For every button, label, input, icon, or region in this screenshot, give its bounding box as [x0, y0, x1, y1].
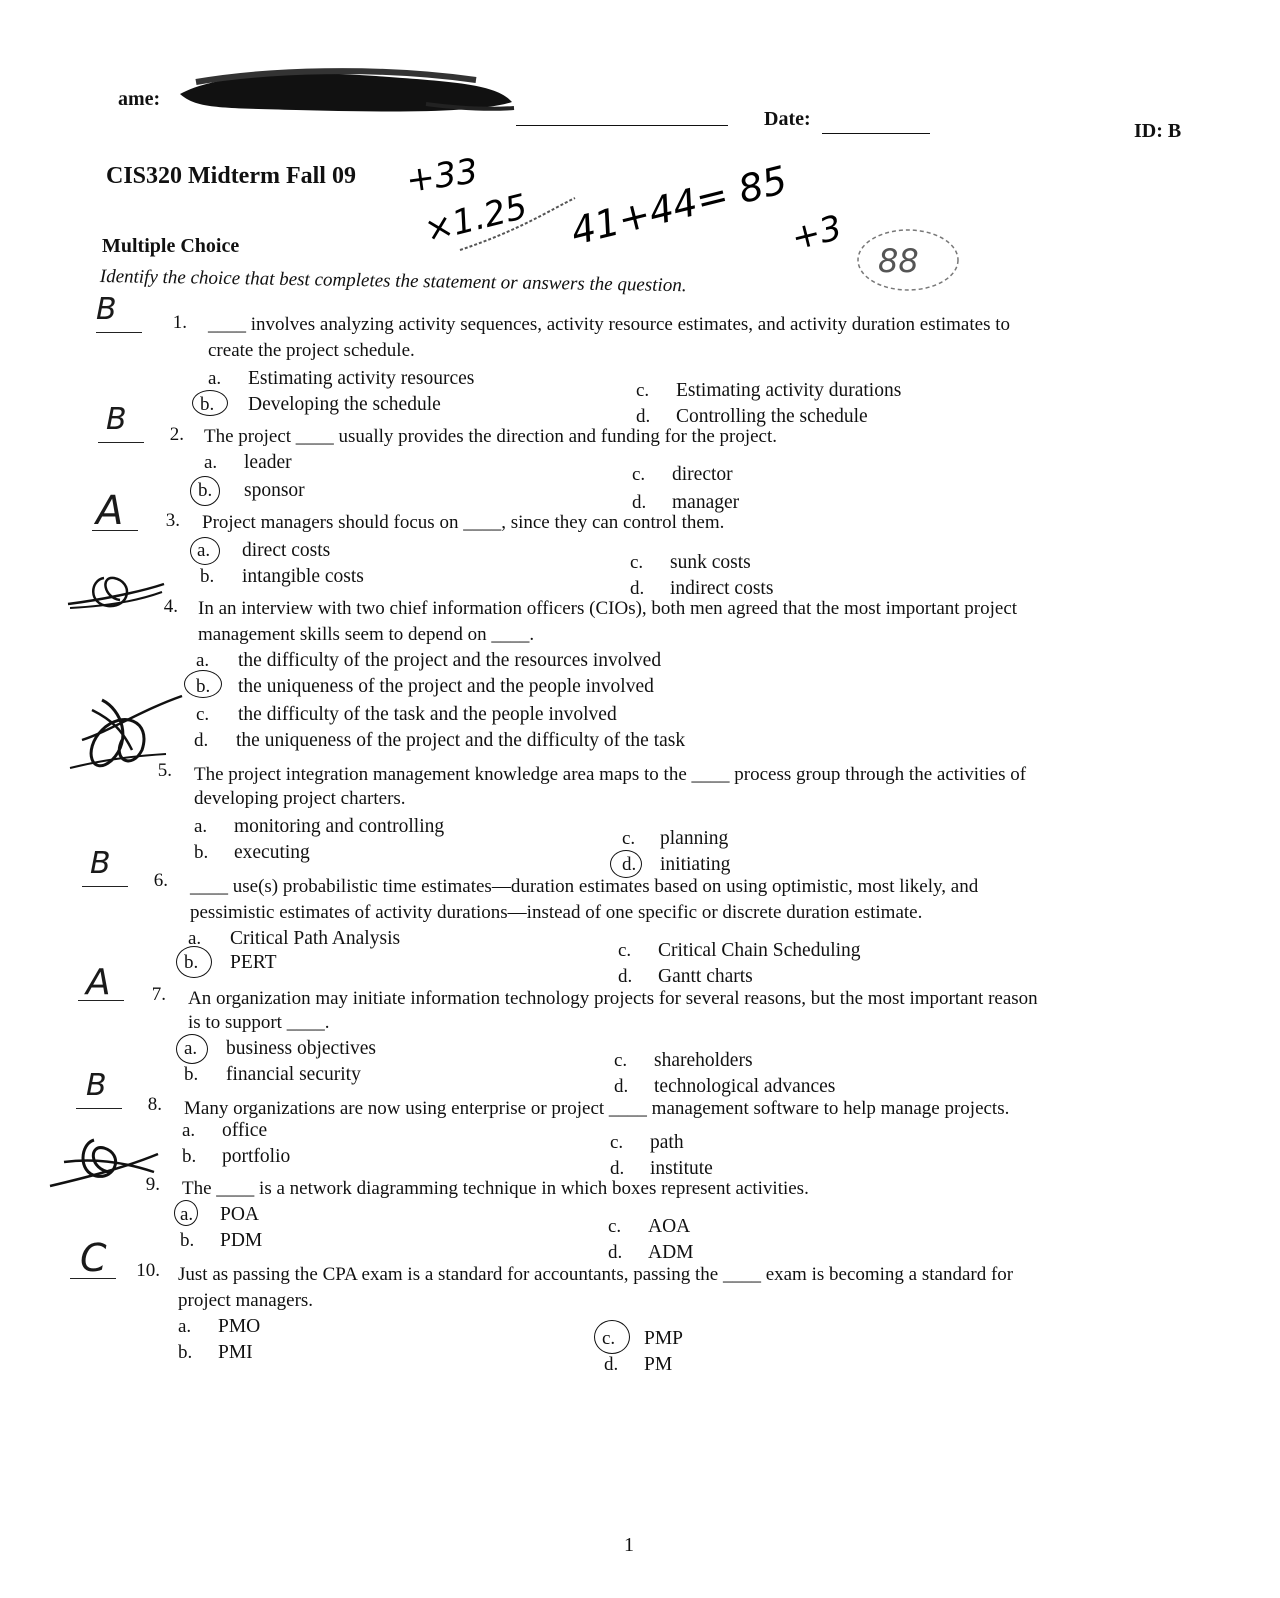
answer-line [78, 1000, 124, 1001]
question-text: The project integration management knowledge area maps to the ____ process group through the activities of [194, 764, 1027, 785]
option-letter: d. [608, 1242, 623, 1263]
question-text: management skills seem to depend on ____. [198, 624, 535, 645]
option-letter: a. [184, 1038, 198, 1059]
score-annotations [400, 150, 1000, 320]
answer-mark-1: B [96, 292, 117, 327]
selected-circle [192, 390, 228, 416]
question-number: 8. [147, 1094, 162, 1115]
answer-line [92, 530, 138, 531]
option-letter: a. [180, 1204, 194, 1225]
answer-mark-10: C [80, 1236, 107, 1280]
option-b: executing [234, 842, 310, 863]
option-letter: a. [204, 452, 218, 473]
option-c: AOA [648, 1216, 691, 1237]
option-letter: a. [196, 650, 210, 671]
question-text: Just as passing the CPA exam is a standard for accountants, passing the ____ exam is becoming a standard for [178, 1264, 1014, 1285]
question-number: 5. [157, 760, 172, 781]
instructions: Identify the choice that best completes the statement or answers the question. [99, 266, 687, 297]
selected-circle [176, 1034, 208, 1064]
option-b: Developing the schedule [248, 394, 441, 415]
question-number: 9. [145, 1174, 160, 1195]
option-c: planning [660, 828, 729, 849]
name-underline [516, 125, 728, 126]
question-text: create the project schedule. [208, 340, 415, 361]
selected-circle [176, 946, 212, 978]
option-b: the uniqueness of the project and the people involved [238, 676, 654, 697]
question-text: developing project charters. [194, 788, 406, 809]
selected-circle [190, 476, 220, 506]
option-d: technological advances [654, 1076, 836, 1097]
option-letter: b. [178, 1342, 193, 1363]
option-letter: a. [197, 540, 211, 561]
option-a: POA [220, 1204, 260, 1225]
question-text: pessimistic estimates of activity durations—instead of one specific or discrete duration estimate. [190, 902, 923, 923]
option-letter: d. [630, 578, 645, 599]
page-number: 1 [624, 1534, 634, 1556]
option-letter: c. [196, 704, 210, 725]
question-number: 3. [165, 510, 180, 531]
option-letter: c. [610, 1132, 624, 1153]
option-a: PMO [218, 1316, 261, 1337]
scribbled-mark [62, 690, 202, 780]
option-a: Critical Path Analysis [230, 928, 401, 949]
option-letter: c. [632, 464, 646, 485]
option-c: the difficulty of the task and the people involved [238, 704, 617, 725]
question-number: 7. [151, 984, 166, 1005]
option-d: PM [644, 1354, 673, 1375]
selected-circle [190, 537, 220, 565]
score-sum: 41+44= 85 [566, 157, 792, 254]
option-letter: b. [200, 566, 215, 587]
option-b: sponsor [244, 480, 305, 501]
option-letter: b. [180, 1230, 195, 1251]
option-d: institute [650, 1158, 713, 1179]
option-letter: a. [178, 1316, 192, 1337]
option-a: office [222, 1120, 268, 1141]
date-label: Date: [764, 108, 811, 130]
option-letter: c. [618, 940, 632, 961]
option-c: shareholders [654, 1050, 753, 1071]
option-letter: c. [608, 1216, 622, 1237]
exam-title: CIS320 Midterm Fall 09 [106, 163, 356, 189]
date-underline [822, 133, 930, 134]
option-letter: b. [184, 952, 199, 973]
option-letter: c. [630, 552, 644, 573]
option-letter: b. [198, 480, 213, 501]
score-total: 88 [878, 242, 919, 280]
option-a: monitoring and controlling [234, 816, 445, 837]
answer-line [96, 332, 142, 333]
option-a: Estimating activity resources [248, 368, 475, 389]
section-heading: Multiple Choice [102, 235, 240, 257]
option-d: initiating [660, 854, 731, 875]
option-c: PMP [644, 1328, 684, 1349]
option-letter: d. [610, 1158, 625, 1179]
selected-circle [594, 1320, 630, 1354]
option-c: path [650, 1132, 684, 1153]
question-number: 6. [153, 870, 168, 891]
question-text: Many organizations are now using enterprise or project ____ management software to help manage projects. [184, 1098, 1010, 1119]
option-d: the uniqueness of the project and the difficulty of the task [236, 730, 686, 751]
option-letter: b. [182, 1146, 197, 1167]
option-d: Gantt charts [658, 966, 753, 987]
option-letter: d. [194, 730, 209, 751]
option-d: ADM [648, 1242, 694, 1263]
question-text: The project ____ usually provides the direction and funding for the project. [204, 426, 778, 447]
option-a: leader [244, 452, 292, 473]
question-number: 2. [169, 424, 184, 445]
question-text: An organization may initiate information technology projects for several reasons, but the most important reason [188, 988, 1038, 1009]
option-letter: d. [604, 1354, 619, 1375]
question-text: ____ involves analyzing activity sequences, activity resource estimates, and activity duration estimates to [208, 314, 1010, 335]
answer-mark-6: B [90, 846, 111, 881]
option-letter: b. [194, 842, 209, 863]
option-letter: a. [188, 928, 202, 949]
answer-line [98, 442, 144, 443]
selected-circle [174, 1200, 198, 1226]
option-letter: d. [622, 854, 637, 875]
score-times-125: ×1.25 [420, 186, 532, 251]
option-d: indirect costs [670, 578, 774, 599]
answer-mark-8: B [86, 1068, 107, 1103]
option-letter: c. [602, 1328, 616, 1349]
option-c: Estimating activity durations [676, 380, 902, 401]
option-letter: d. [632, 492, 647, 513]
answer-line [82, 886, 128, 887]
option-c: sunk costs [670, 552, 751, 573]
score-plus-33: +33 [403, 151, 481, 201]
option-letter: b. [200, 394, 215, 415]
name-label: ame: [118, 88, 161, 110]
option-c: Critical Chain Scheduling [658, 940, 861, 961]
option-letter: c. [636, 380, 650, 401]
answer-mark-7: A [86, 962, 111, 1003]
option-a: direct costs [242, 540, 331, 561]
exam-id: ID: B [1134, 120, 1182, 142]
score-plus-3: +3 [787, 207, 846, 259]
option-letter: a. [194, 816, 208, 837]
option-b: PERT [230, 952, 277, 973]
option-d: Controlling the schedule [676, 406, 868, 427]
option-b: portfolio [222, 1146, 291, 1167]
option-c: director [672, 464, 733, 485]
answer-mark-3: A [96, 488, 124, 534]
option-d: manager [672, 492, 740, 513]
question-text: is to support ____. [188, 1012, 330, 1033]
selected-circle [610, 850, 642, 878]
name-redaction [176, 64, 516, 116]
option-letter: b. [184, 1064, 199, 1085]
option-letter: a. [208, 368, 222, 389]
question-text: ____ use(s) probabilistic time estimates—duration estimates based on using optimistic, most likely, and [190, 876, 979, 897]
option-b: intangible costs [242, 566, 364, 587]
question-text: In an interview with two chief information officers (CIOs), both men agreed that the most important project [198, 598, 1018, 619]
option-letter: d. [636, 406, 651, 427]
option-b: PMI [218, 1342, 253, 1363]
answer-line [70, 1278, 116, 1279]
option-letter: b. [196, 676, 211, 697]
option-letter: a. [182, 1120, 196, 1141]
question-number: 10. [136, 1260, 160, 1281]
answer-line [76, 1108, 122, 1109]
option-b: financial security [226, 1064, 361, 1085]
option-b: PDM [220, 1230, 263, 1251]
question-text: project managers. [178, 1290, 314, 1311]
option-letter: c. [614, 1050, 628, 1071]
question-number: 4. [163, 596, 178, 617]
option-a: the difficulty of the project and the resources involved [238, 650, 662, 671]
question-number: 1. [172, 312, 187, 333]
option-letter: d. [614, 1076, 629, 1097]
option-a: business objectives [226, 1038, 377, 1059]
question-text: Project managers should focus on ____, since they can control them. [202, 512, 725, 533]
option-letter: d. [618, 966, 633, 987]
question-text: The ____ is a network diagramming technique in which boxes represent activities. [182, 1178, 809, 1199]
answer-mark-2: B [106, 402, 127, 437]
option-letter: c. [622, 828, 636, 849]
